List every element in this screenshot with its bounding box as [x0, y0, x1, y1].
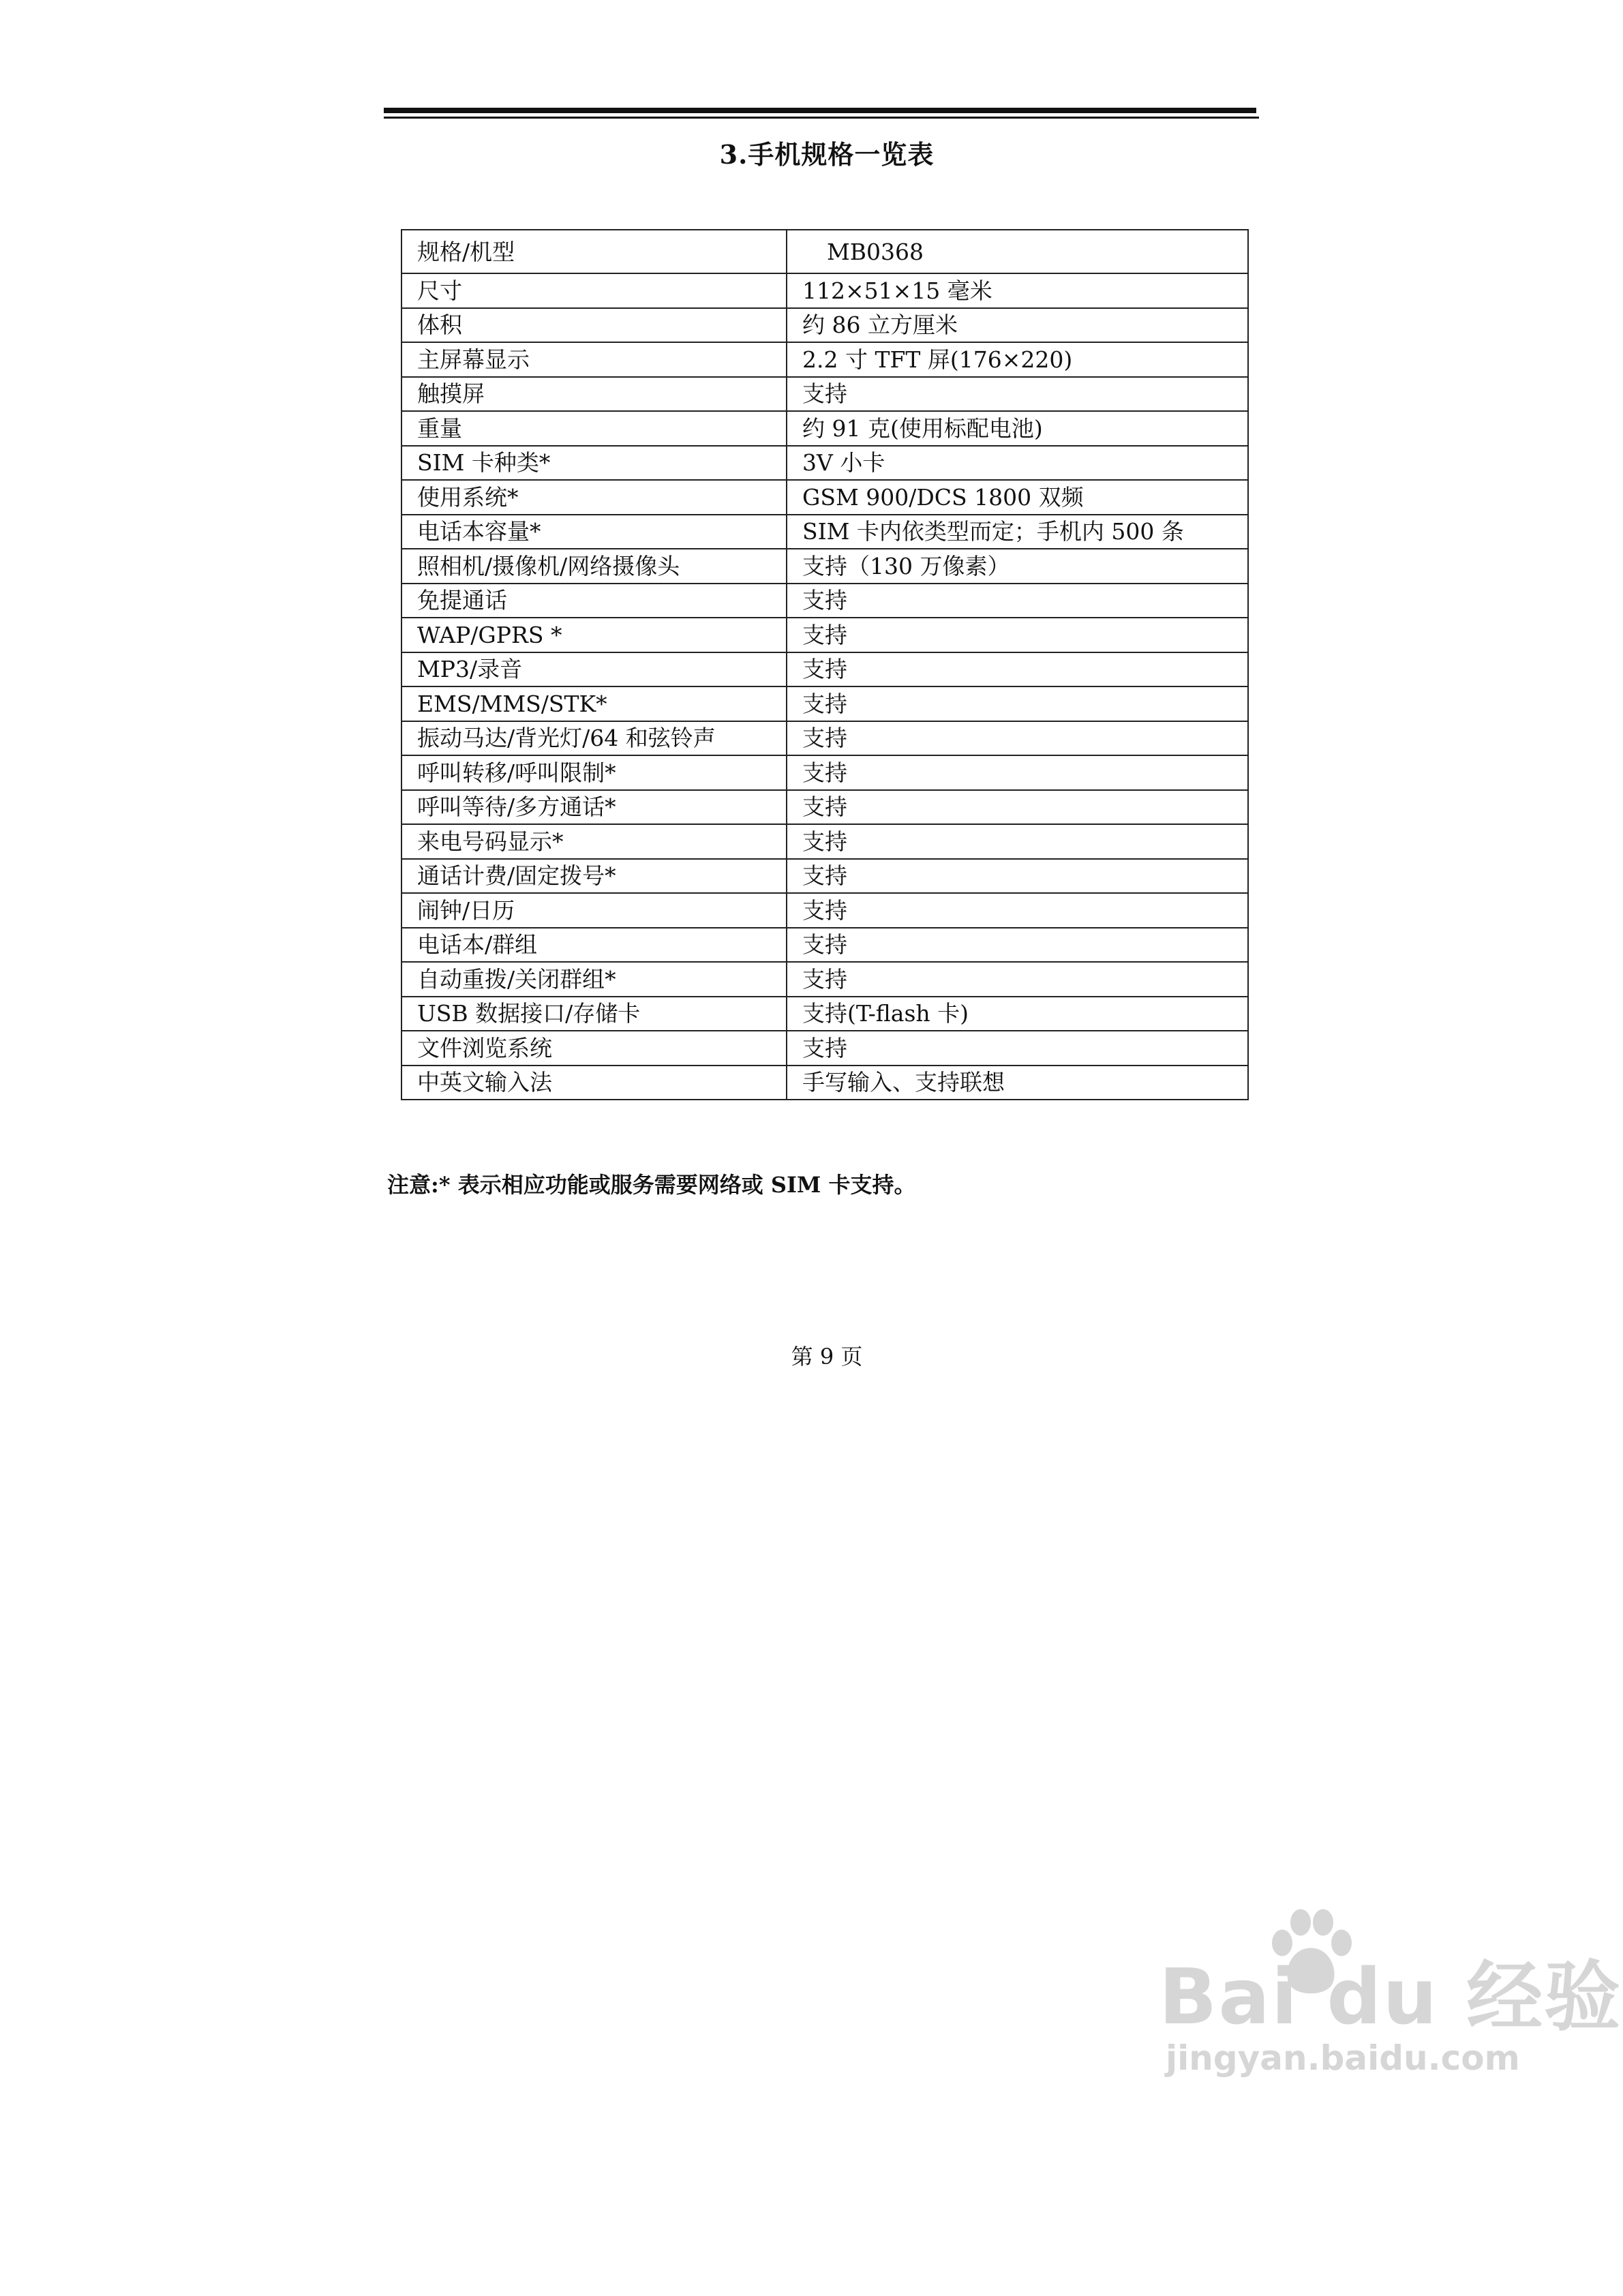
footnote: 注意:* 表示相应功能或服务需要网络或 SIM 卡支持。	[387, 1172, 916, 1198]
table-row	[401, 446, 1248, 481]
table-row	[401, 893, 1248, 928]
spec-label-cell: EMS/MMS/STK*	[401, 686, 787, 721]
spec-label-cell: 触摸屏	[401, 377, 787, 412]
table-row	[401, 755, 1248, 790]
spec-value-cell: 支持	[787, 618, 1248, 652]
spec-value-cell: 支持	[787, 893, 1248, 928]
spec-value-cell: 支持	[787, 859, 1248, 894]
header-rule-thick	[384, 108, 1256, 113]
spec-value-cell: 支持	[787, 962, 1248, 997]
table-row	[401, 1031, 1248, 1066]
spec-value-cell: 支持	[787, 721, 1248, 756]
spec-label-cell: 自动重拨/关闭群组*	[401, 962, 787, 997]
spec-value-cell: 支持	[787, 584, 1248, 618]
spec-value-cell: 支持	[787, 377, 1248, 412]
table-header-row	[401, 230, 1248, 273]
spec-value-cell: 支持	[787, 824, 1248, 859]
table-row	[401, 584, 1248, 618]
spec-label-cell: 重量	[401, 411, 787, 446]
spec-label-cell: 电话本容量*	[401, 515, 787, 549]
page-number: 第 9 页	[791, 1344, 863, 1370]
spec-label-cell: 尺寸	[401, 273, 787, 308]
table-row	[401, 515, 1248, 549]
table-row	[401, 824, 1248, 859]
spec-label-cell: 振动马达/背光灯/64 和弦铃声	[401, 721, 787, 756]
table-row	[401, 859, 1248, 894]
spec-value-cell: 支持	[787, 686, 1248, 721]
spec-label-cell: 闹钟/日历	[401, 893, 787, 928]
spec-table-body	[401, 230, 1248, 1100]
table-row	[401, 480, 1248, 515]
spec-table	[401, 229, 1249, 1100]
watermark-url: jingyan.baidu.com	[1166, 2038, 1520, 2078]
spec-label-cell: 文件浏览系统	[401, 1031, 787, 1066]
table-row	[401, 273, 1248, 308]
spec-label-cell: 来电号码显示*	[401, 824, 787, 859]
spec-value-cell: 支持（130 万像素）	[787, 549, 1248, 584]
spec-value-cell: GSM 900/DCS 1800 双频	[787, 480, 1248, 515]
spec-value-cell: 支持	[787, 755, 1248, 790]
spec-label-cell: 照相机/摄像机/网络摄像头	[401, 549, 787, 584]
table-row	[401, 652, 1248, 687]
header-value-cell: MB0368	[787, 230, 1248, 273]
spec-value-cell: 支持	[787, 1031, 1248, 1066]
table-row	[401, 721, 1248, 756]
watermark-text: Bai du 经验	[1159, 1953, 1622, 2042]
table-row	[401, 962, 1248, 997]
spec-label-cell: 呼叫转移/呼叫限制*	[401, 755, 787, 790]
spec-value-cell: 支持	[787, 652, 1248, 687]
spec-label-cell: MP3/录音	[401, 652, 787, 687]
spec-value-cell: SIM 卡内依类型而定；手机内 500 条	[787, 515, 1248, 549]
spec-label-cell: USB 数据接口/存储卡	[401, 997, 787, 1031]
spec-label-cell: 体积	[401, 308, 787, 343]
spec-label-cell: 使用系统*	[401, 480, 787, 515]
page-title: 3.手机规格一览表	[719, 139, 935, 170]
table-row	[401, 377, 1248, 412]
spec-label-cell: 呼叫等待/多方通话*	[401, 790, 787, 825]
header-rule-thin	[384, 117, 1259, 119]
table-row	[401, 618, 1248, 652]
spec-value-cell: 手写输入、支持联想	[787, 1066, 1248, 1100]
table-row	[401, 549, 1248, 584]
table-row	[401, 342, 1248, 377]
spec-value-cell: 约 91 克(使用标配电池)	[787, 411, 1248, 446]
table-row	[401, 1066, 1248, 1100]
spec-value-cell: 支持	[787, 790, 1248, 825]
table-row	[401, 308, 1248, 343]
spec-label-cell: 主屏幕显示	[401, 342, 787, 377]
table-row	[401, 790, 1248, 825]
spec-value-cell: 支持(T-flash 卡)	[787, 997, 1248, 1031]
spec-label-cell: 通话计费/固定拨号*	[401, 859, 787, 894]
table-row	[401, 928, 1248, 963]
spec-label-cell: WAP/GPRS *	[401, 618, 787, 652]
table-row	[401, 686, 1248, 721]
spec-label-cell: 中英文输入法	[401, 1066, 787, 1100]
spec-label-cell: 免提通话	[401, 584, 787, 618]
spec-label-cell: SIM 卡种类*	[401, 446, 787, 481]
spec-value-cell: 3V 小卡	[787, 446, 1248, 481]
spec-value-cell: 2.2 寸 TFT 屏(176×220)	[787, 342, 1248, 377]
spec-label-cell: 电话本/群组	[401, 928, 787, 963]
spec-value-cell: 约 86 立方厘米	[787, 308, 1248, 343]
spec-value-cell: 支持	[787, 928, 1248, 963]
spec-value-cell: 112×51×15 毫米	[787, 273, 1248, 308]
header-label-cell: 规格/机型	[401, 230, 787, 273]
table-row	[401, 997, 1248, 1031]
watermark	[1159, 1902, 1622, 2079]
table-row	[401, 411, 1248, 446]
